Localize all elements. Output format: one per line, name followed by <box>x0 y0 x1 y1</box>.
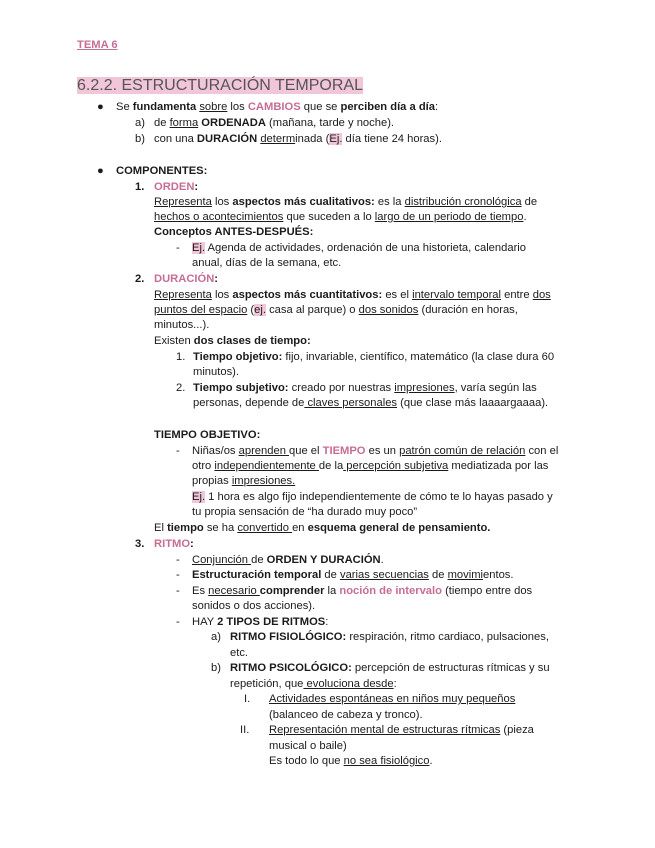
orden-example: Ej. Agenda de actividades, ordenación de una historieta, calendario <box>192 242 526 254</box>
orden-heading: ORDEN: <box>154 181 199 193</box>
orden-line-2: hechos o acontecimientos que suceden a lo largo de un periodo de tiempo. <box>154 211 527 223</box>
ritmo-item-3: Es necesario comprender la noción de intervalo (tiempo entre dos <box>192 585 533 597</box>
objetivo-line-1: Niñas/os aprenden que el TIEMPO es un patrón común de relación con el <box>192 445 559 457</box>
list-marker: a) <box>135 117 145 129</box>
ritmo-heading: RITMO: <box>154 538 194 550</box>
tiempo-subjetivo-def: Tiempo subjetivo: creado por nuestras impresiones, varía según las <box>193 382 537 394</box>
duracion-line-1: Representa los aspectos más cuantitativos: es el intervalo temporal entre dos <box>154 289 551 301</box>
list-marker: 1. <box>135 181 145 193</box>
list-marker: I. <box>244 693 251 705</box>
list-marker: 1. <box>176 351 186 363</box>
list-marker: II. <box>240 724 250 736</box>
orden-line-1: Representa los aspectos más cualitativos: es la distribución cronológica de <box>154 196 538 208</box>
orden-example-cont: anual, días de la semana, etc. <box>192 257 342 269</box>
bullet-dot: ● <box>97 101 104 113</box>
componentes-title: COMPONENTES: <box>116 165 208 177</box>
ritmo-item-4: HAY 2 TIPOS DE RITMOS: <box>192 616 329 628</box>
duracion-clases: Existen dos clases de tiempo: <box>154 335 311 347</box>
objetivo-example: Ej. 1 hora es algo fijo independientemente de cómo te lo hayas pasado y <box>192 491 553 503</box>
list-marker: b) <box>211 662 221 674</box>
ritmo-item-2: Estructuración temporal de varias secuencias de movimientos. <box>192 569 514 581</box>
ritmo-sub-i-cont: (balanceo de cabeza y tronco). <box>269 709 423 721</box>
bullet-dash: - <box>176 585 180 597</box>
ritmo-item-3-cont: sonidos o dos acciones). <box>192 600 316 612</box>
bullet-dash: - <box>176 616 180 628</box>
list-marker: 2. <box>135 273 145 285</box>
list-marker: 2. <box>176 382 186 394</box>
duracion-heading: DURACIÓN: <box>154 273 219 285</box>
objetivo-line-3: propias impresiones. <box>192 475 296 487</box>
ritmo-sub-ii-cont: musical o baile) <box>269 740 347 752</box>
list-marker: a) <box>211 631 221 643</box>
ritmo-item-1: Conjunción de ORDEN Y DURACIÓN. <box>192 554 384 566</box>
tiempo-subjetivo-cont: personas, depende de claves personales (que clase más laaaargaaaa). <box>193 397 549 409</box>
duracion-line-2: puntos del espacio (ej. casa al parque) o dos sonidos (duración en horas, <box>154 304 518 316</box>
list-marker: b) <box>135 133 145 145</box>
objetivo-example-cont: tu propia sensación de “ha durado muy poco” <box>192 506 418 518</box>
ritmo-sub-ii: Representación mental de estructuras rítmicas (pieza <box>269 724 534 736</box>
objetivo-line-2: otro independientemente de la percepción subjetiva mediatizada por las <box>192 460 549 472</box>
ritmo-fisiologico-cont: etc. <box>230 647 249 659</box>
ritmo-psicologico: RITMO PSICOLÓGICO: percepción de estructuras rítmicas y su <box>230 662 550 674</box>
tema-header: TEMA 6 <box>77 39 118 51</box>
intro-item-a: de forma ORDENADA (mañana, tarde y noche). <box>154 117 395 129</box>
section-title: 6.2.2. ESTRUCTURACIÓN TEMPORAL <box>77 77 363 94</box>
tiempo-objetivo-def: Tiempo objetivo: fijo, invariable, científico, matemático (la clase dura 60 <box>193 351 555 363</box>
duracion-line-3: minutos...). <box>154 319 210 331</box>
list-marker: 3. <box>135 538 145 550</box>
bullet-dash: - <box>176 242 180 254</box>
orden-conceptos: Conceptos ANTES-DESPUÉS: <box>154 226 314 238</box>
tiempo-objetivo-title: TIEMPO OBJETIVO: <box>154 429 261 441</box>
ritmo-psicologico-cont: repetición, que evoluciona desde: <box>230 678 397 690</box>
ritmo-sub-i: Actividades espontáneas en niños muy pequeños <box>269 693 516 705</box>
bullet-dash: - <box>176 445 180 457</box>
bullet-dash: - <box>176 569 180 581</box>
intro-item-b: con una DURACIÓN determinada (Ej. día tiene 24 horas). <box>154 133 442 145</box>
ritmo-sub-ii-note: Es todo lo que no sea fisiológico. <box>269 755 433 767</box>
intro-line: Se fundamenta sobre los CAMBIOS que se perciben día a día: <box>116 101 439 113</box>
tiempo-objetivo-cont: minutos). <box>193 366 240 378</box>
bullet-dash: - <box>176 554 180 566</box>
ritmo-fisiologico: RITMO FISIOLÓGICO: respiración, ritmo cardiaco, pulsaciones, <box>230 631 549 643</box>
objetivo-conclusion: El tiempo se ha convertido en esquema general de pensamiento. <box>154 522 491 534</box>
bullet-dot: ● <box>97 165 104 177</box>
